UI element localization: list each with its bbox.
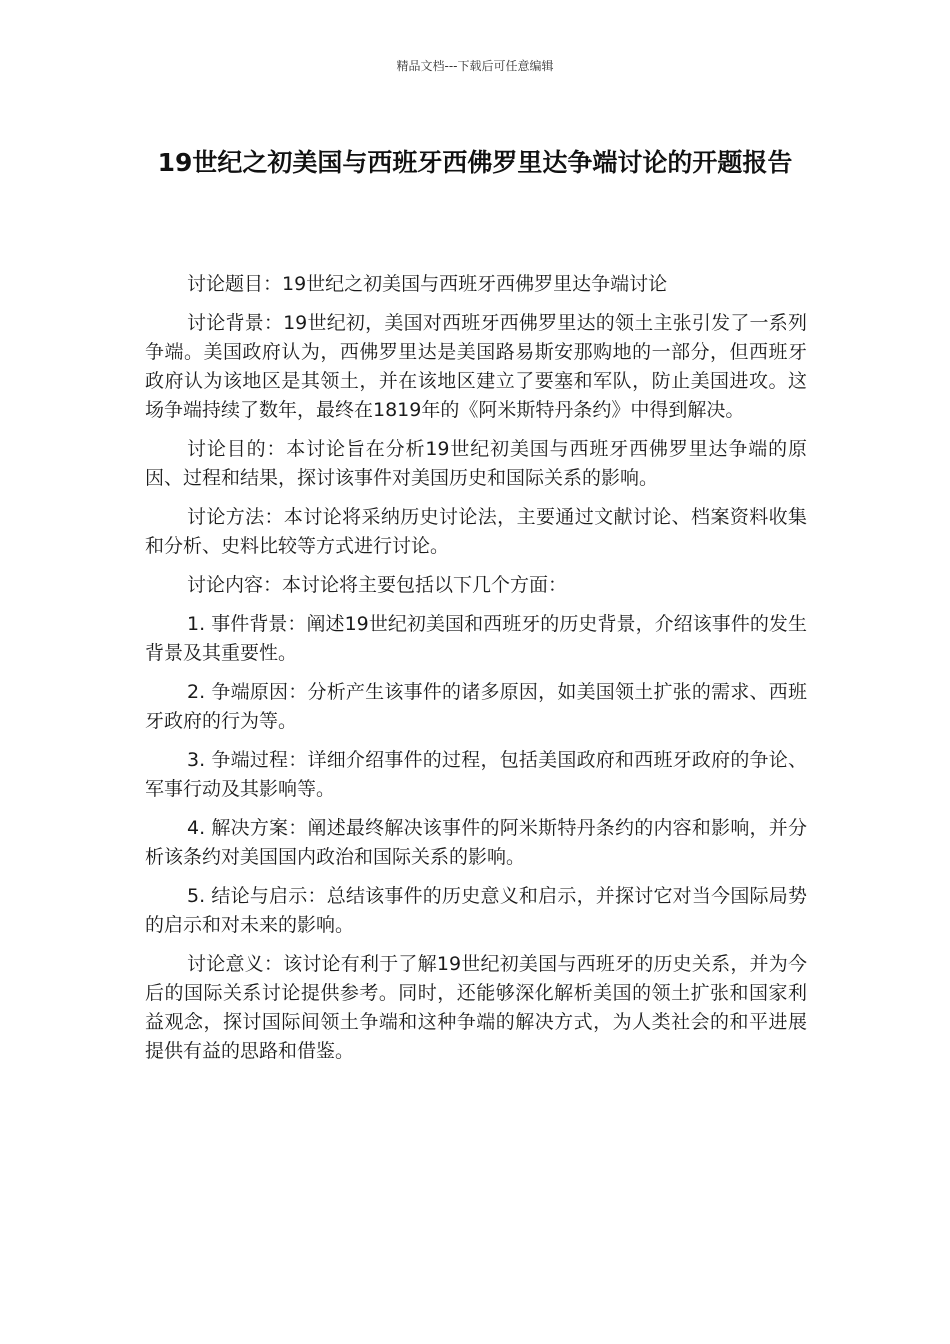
paragraph-significance: 讨论意义：该讨论有利于了解19世纪初美国与西班牙的历史关系，并为今后的国际关系讨论提供参考。同时，还能够深化解析美国的领土扩张和国家利益观念，探讨国际间领土争端和这种争端的解决方式，为人类社会的和平进展提供有益的思路和借鉴。 bbox=[145, 953, 807, 1062]
header-note: 精品文档---下载后可任意编辑 bbox=[396, 59, 554, 73]
paragraph-background: 讨论背景：19世纪初，美国对西班牙西佛罗里达的领土主张引发了一系列争端。美国政府认为，西佛罗里达是美国路易斯安那购地的一部分，但西班牙政府认为该地区是其领土，并在该地区建立了要塞和军队，防止美国进攻。这场争端持续了数年，最终在1819年的《阿米斯特丹条约》中得到解决。 bbox=[145, 312, 807, 421]
paragraph-item-1: 1. 事件背景：阐述19世纪初美国和西班牙的历史背景，介绍该事件的发生背景及其重要性。 bbox=[145, 613, 807, 664]
paragraph-content: 讨论内容：本讨论将主要包括以下几个方面： bbox=[187, 574, 568, 596]
paragraph-method: 讨论方法：本讨论将采纳历史讨论法，主要通过文献讨论、档案资料收集和分析、史料比较等方式进行讨论。 bbox=[145, 506, 807, 557]
paragraph-topic: 讨论题目：19世纪之初美国与西班牙西佛罗里达争端讨论 bbox=[187, 273, 668, 295]
paragraph-item-5: 5. 结论与启示：总结该事件的历史意义和启示，并探讨它对当今国际局势的启示和对未来的影响。 bbox=[145, 885, 807, 936]
paragraph-purpose: 讨论目的：本讨论旨在分析19世纪初美国与西班牙西佛罗里达争端的原因、过程和结果，探讨该事件对美国历史和国际关系的影响。 bbox=[145, 438, 807, 489]
document-body bbox=[145, 270, 807, 1076]
paragraph-item-2: 2. 争端原因：分析产生该事件的诸多原因，如美国领土扩张的需求、西班牙政府的行为等。 bbox=[145, 681, 807, 732]
paragraph-item-3: 3. 争端过程：详细介绍事件的过程，包括美国政府和西班牙政府的争论、军事行动及其影响等。 bbox=[145, 749, 807, 800]
document-title: 19世纪之初美国与西班牙西佛罗里达争端讨论的开题报告 bbox=[157, 148, 793, 177]
paragraph-item-4: 4. 解决方案：阐述最终解决该事件的阿米斯特丹条约的内容和影响，并分析该条约对美国国内政治和国际关系的影响。 bbox=[145, 817, 807, 868]
